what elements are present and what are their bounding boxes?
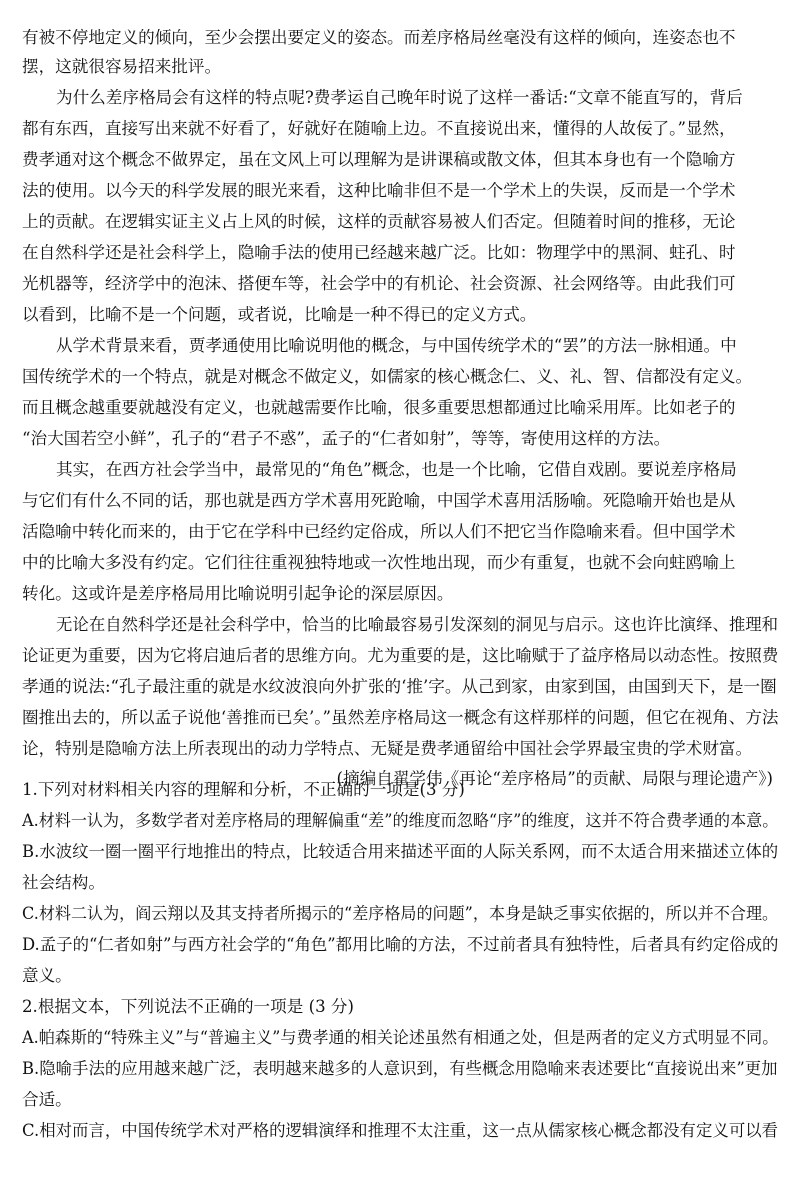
passage-line — [0, 212, 800, 234]
question-line — [0, 873, 800, 895]
question-line — [0, 1121, 800, 1143]
passage-line — [0, 522, 800, 544]
passage-line-text: 费孝通对这个概念不做界定，虽在文风上可以理解为是讲课稿或散文体，但其本身也有一个隐喻方 — [22, 150, 736, 169]
passage-line — [0, 553, 800, 575]
question-line-text: 1.下列对材料相关内容的理解和分析，不正确的一项是(3 分) — [22, 780, 465, 799]
question-line — [0, 811, 800, 833]
source-citation-text: (摘编自翟学伟《再论“差序格局”的贡献、局限与理论遗产》) — [336, 769, 773, 788]
question-line-text: 社会结构。 — [22, 873, 105, 892]
passage-line — [0, 150, 800, 172]
question-line-text: B.水波纹一圈一圈平行地推出的特点，比较适合用来描述平面的人际关系网，而不太适合用来描述立体的 — [22, 842, 779, 861]
passage-line-text: “治大国若空小鲜”，孔子的“君子不惑”，孟子的“仁者如射”，等等，寄使用这样的方法。 — [22, 429, 671, 448]
passage-line-text: 上的贡献。在逻辑实证主义占上风的时候，这样的贡献容易被人们否定。但随着时间的推移，无论 — [22, 212, 736, 231]
passage-line-text: 都有东西，直接写出来就不好看了，好就好在随喻上边。不直接说出来，懂得的人故佞了。”显然， — [22, 119, 736, 138]
passage-line — [0, 274, 800, 296]
passage-line-text: 无论在自然科学还是社会科学中，恰当的比喻最容易引发深刻的洞见与启示。这也许比演绎、推理和 — [56, 615, 779, 634]
passage-line — [0, 336, 800, 358]
passage-line-text: 孝通的说法:“孔子最注重的就是水纹波浪向外扩张的‘推’字。从己到家，由家到国，由国到天下，是一圈 — [22, 677, 777, 696]
passage-line-text: 与它们有什么不同的话，那也就是西方学术喜用死跄喻，中国学术喜用活肠喻。死隐喻开始也是从 — [22, 491, 736, 510]
passage-line-text: 以看到，比喻不是一个问题，或者说，比喻是一种不得已的定义方式。 — [22, 305, 537, 324]
passage-line-text: 国传统学术的一个特点，就是对概念不做定义，如儒家的核心概念仁、义、礼、智、信都没有定义。 — [22, 367, 753, 386]
question-line — [0, 1028, 800, 1050]
passage-line-text: 其实，在西方社会学当中，最常见的“角色”概念，也是一个比喻，它借自戏剧。要说差序格局 — [56, 460, 737, 479]
passage-line-text: 为什么差序格局会有这样的特点呢?费孝运自己晚年时说了这样一番话:“文章不能直写的，背后 — [56, 88, 743, 107]
passage-line-text: 活隐喻中转化而来的，由于它在学科中已经约定俗成，所以人们不把它当作隐喻来看。但中国学术 — [22, 522, 736, 541]
passage-line-text: 摆，这就很容易招来批评。 — [22, 57, 222, 76]
passage-line-text: 从学术背景来看，贾孝通使用比喻说明他的概念，与中国传统学术的“罢”的方法一脉相通。中 — [56, 336, 737, 355]
passage-line — [0, 398, 800, 420]
question-line — [0, 780, 800, 802]
question-line-text: A.帕森斯的“特殊主义”与“普遍主义”与费孝通的相关论述虽然有相通之处，但是两者的定义方式明显不同。 — [22, 1028, 779, 1047]
passage-line — [0, 677, 800, 699]
question-line-text: A.材料一认为，多数学者对差序格局的理解偏重“差”的维度而忽略“序”的维度，这并不符合费孝通的本意。 — [22, 811, 779, 830]
passage-line — [0, 646, 800, 668]
question-line-text: 2.根据文本，下列说法不正确的一项是 (3 分) — [22, 997, 354, 1016]
question-line — [0, 1090, 800, 1112]
passage-line-text: 中的比喻大多没有约定。它们往往重视独特地或一次性地出现，而少有重复，也就不会向蛀鸥喻上 — [22, 553, 736, 572]
question-line — [0, 966, 800, 988]
passage-line-text: 法的使用。以今天的科学发展的眼光来看，这种比喻非但不是一个学术上的失误，反而是一个学术 — [22, 181, 736, 200]
passage-line — [0, 708, 800, 730]
question-line — [0, 904, 800, 926]
passage-line-text: 在自然科学还是社会科学上，隐喻手法的使用已经越来越广泛。比如：物理学中的黑洞、蛀孔、时 — [22, 243, 736, 262]
passage-line — [0, 429, 800, 451]
passage-line — [0, 460, 800, 482]
passage-line-text: 有被不停地定义的倾向，至少会摆出要定义的姿态。而差序格局丝毫没有这样的倾向，连姿态也不 — [22, 28, 736, 47]
question-line-text: 合适。 — [22, 1090, 72, 1109]
passage-line — [0, 119, 800, 141]
passage-line — [0, 739, 800, 761]
passage-line — [0, 243, 800, 265]
question-line — [0, 997, 800, 1019]
passage-line — [0, 615, 800, 637]
question-line — [0, 1059, 800, 1081]
passage-line — [0, 57, 800, 79]
question-line-text: 意义。 — [22, 966, 72, 985]
passage-line-text: 而且概念越重要就越没有定义，也就越需要作比喻，很多重要思想都通过比喻采用厍。比如老子的 — [22, 398, 736, 417]
question-line — [0, 842, 800, 864]
passage-line — [0, 584, 800, 606]
passage-line-text: 论证更为重要，因为它将启迪后者的思维方向。尤为重要的是，这比喻赋于了益序格局以动态性。按照费 — [22, 646, 779, 665]
passage-line — [0, 491, 800, 513]
passage-line-text: 转化。这或许是差序格局用比喻说明引起争论的深层原因。 — [22, 584, 454, 603]
passage-line — [0, 305, 800, 327]
passage-line — [0, 367, 800, 389]
question-line-text: C.材料二认为，阎云翔以及其支持者所揭示的“差序格局的问题”，本身是缺乏事实依据的，所以并不合理。 — [22, 904, 779, 923]
question-line — [0, 935, 800, 957]
passage-line-text: 圈推出去的，所以孟子说他‘善推而已矣’。”虽然差序格局这一概念有这样那样的问题，但它在视角、方法 — [22, 708, 779, 727]
passage-line-text: 论，特别是隐喻方法上所表现出的动力学特点、无疑是费孝通留给中国社会学界最宝贵的学术财富。 — [22, 739, 753, 758]
passage-line — [0, 88, 800, 110]
passage-line — [0, 28, 800, 50]
question-line-text: B.隐喻手法的应用越来越广泛，表明越来越多的人意识到，有些概念用隐喻来表述要比“直接说出来”更加 — [22, 1059, 778, 1078]
passage-line-text: 光机器等，经济学中的泡沫、搭便车等，社会学中的有机论、社会资源、社会网络等。由此我们可 — [22, 274, 736, 293]
passage-line — [0, 181, 800, 203]
question-line-text: C.相对而言，中国传统学术对严格的逻辑演绎和推理不太注重，这一点从儒家核心概念都没有定义可以看 — [22, 1121, 779, 1140]
question-line-text: D.孟子的“仁者如射”与西方社会学的“角色”都用比喻的方法，不过前者具有独特性，后者具有约定俗成的 — [22, 935, 779, 954]
